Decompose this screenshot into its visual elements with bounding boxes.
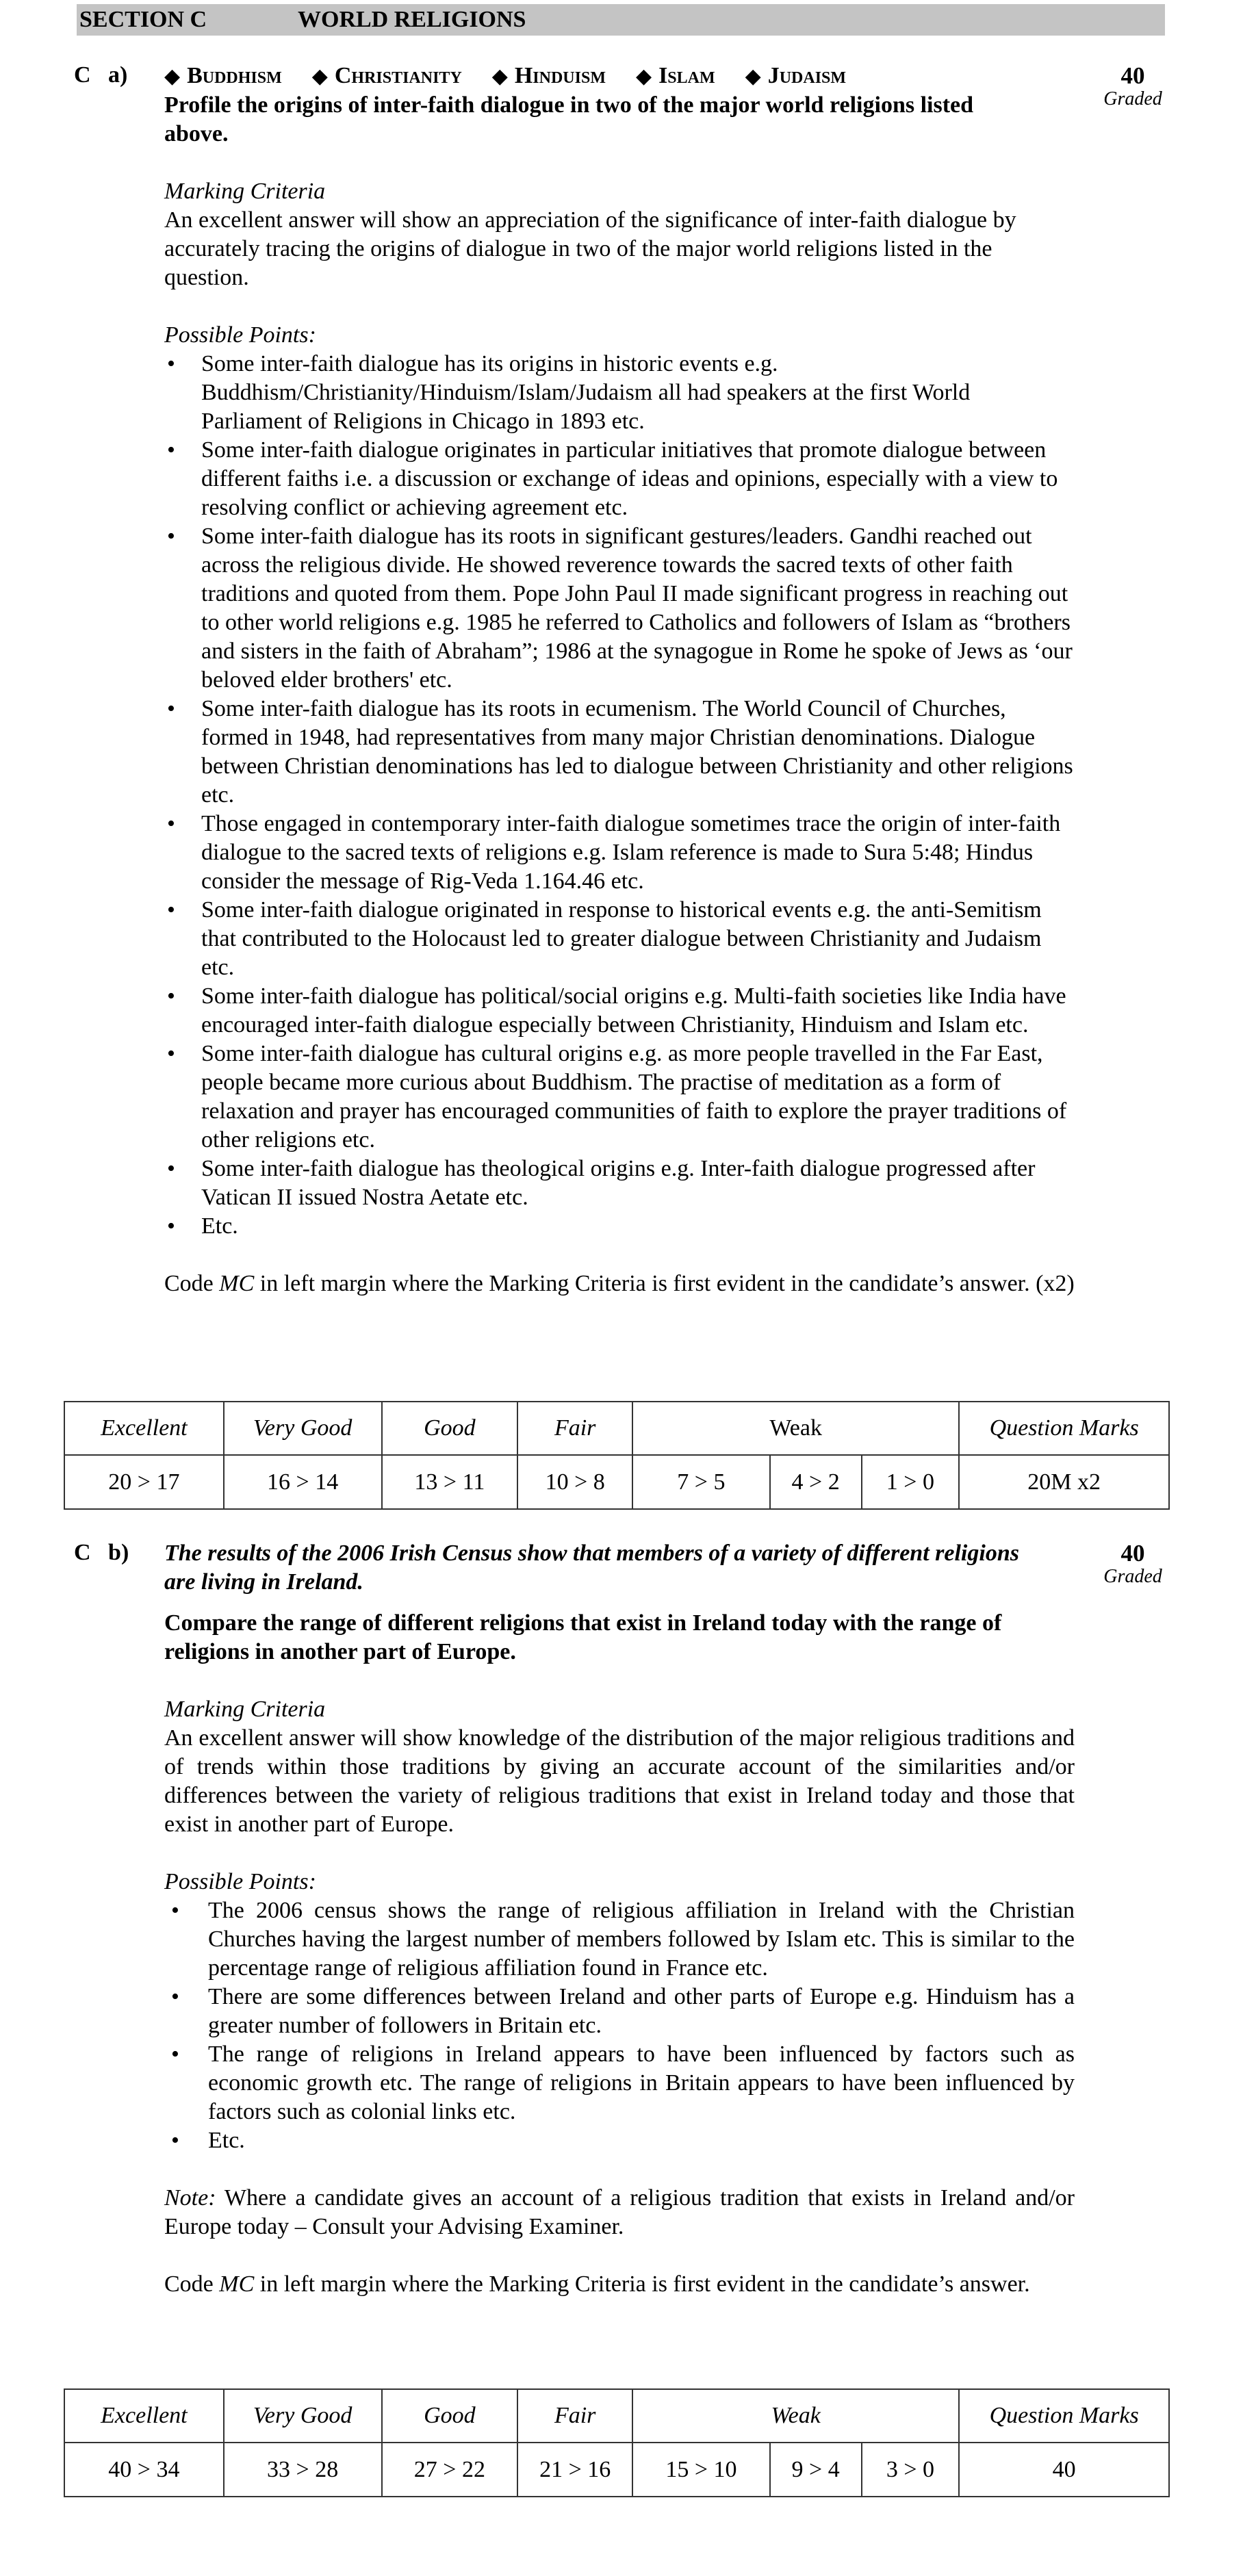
religion-buddhism: ◆ Buddhism [164, 62, 282, 91]
question-b-note: Note: Where a candidate gives an account of a religious tradition that exists in Ireland and/or Europe today – Consult your Advising Examiner. [164, 2185, 1075, 2239]
table-header-cell: Fair [517, 1402, 632, 1455]
question-b-label: C b) [74, 1540, 129, 1565]
list-item: • Some inter-faith dialogue has theological origins e.g. Inter-faith dialogue progressed after Vatican II issued Nostra Aetate etc. [164, 1155, 1075, 1212]
religion-judaism: ◆ Judaism [745, 62, 846, 91]
mc-code: MC [219, 1271, 255, 1296]
question-b-marks-value: 40 [1120, 1540, 1145, 1567]
bullet-icon: • [171, 1898, 179, 1923]
table-header-cell: Very Good [224, 2389, 382, 2443]
question-a-label: C a) [74, 62, 128, 88]
question-b-graded: Graded [1103, 1566, 1162, 1587]
table-header-cell: Weak [632, 2389, 959, 2443]
religion-islam: ◆ Islam [636, 62, 715, 91]
list-item: • Some inter-faith dialogue has its origins in historic events e.g. Buddhism/Christianity/Hinduism/Islam/Judaism all had speakers at the first World Parliament of Religions in Chicago in 1893 etc. [164, 350, 1075, 436]
question-a-points [164, 350, 1075, 1241]
table-row [64, 1455, 1169, 1509]
table-cell: 3 > 0 [862, 2443, 960, 2497]
list-item: • Etc. [164, 1212, 1075, 1241]
table-cell: 7 > 5 [632, 1455, 770, 1509]
section-code: SECTION C [79, 7, 207, 32]
question-b-prompt: Compare the range of different religions that exist in Ireland today with the range of religions in another part of Europe. [164, 1610, 1002, 1664]
question-b-code-note: Code MC in left margin where the Marking Criteria is first evident in the candidate’s answer. [164, 2271, 1030, 2297]
list-item: • The range of religions in Ireland appears to have been influenced by factors such as economic growth etc. The range of religions in Britain appears to have been influenced by factors such as colonial links etc. [164, 2040, 1075, 2126]
bullet-icon: • [167, 696, 175, 721]
question-b-marks-table [64, 2388, 1170, 2497]
table-header-cell: Excellent [64, 2389, 224, 2443]
question-a-code-note: Code MC in left margin where the Marking Criteria is first evident in the candidate’s answer. (x2) [164, 1271, 1075, 1296]
question-b-criteria-heading: Marking Criteria [164, 1697, 326, 1722]
diamond-bullet-icon: ◆ [164, 65, 181, 88]
bullet-icon: • [167, 351, 175, 376]
diamond-bullet-icon: ◆ [635, 65, 652, 88]
question-a-body [164, 62, 1075, 1298]
list-item: • Some inter-faith dialogue has its roots in significant gestures/leaders. Gandhi reached out across the religious divide. He showed reverence towards the sacred texts of other faith traditions and quoted from them. Pope John Paul II made significant progress in reaching out to other world religions e.g. 1985 he referred to Catholics and followers of Islam as “brothers and sisters in the faith of Abraham”; 1986 at the synagogue in Rome he spoke of Jews as ‘our beloved elder brothers' etc. [164, 522, 1075, 695]
bullet-icon: • [167, 811, 175, 836]
religion-hinduism: ◆ Hinduism [492, 62, 606, 91]
question-b-points [164, 1896, 1075, 2155]
religion-christianity: ◆ Christianity [312, 62, 462, 91]
table-cell: 10 > 8 [517, 1455, 632, 1509]
question-b-marks [1081, 1541, 1184, 1587]
table-cell: 16 > 14 [224, 1455, 382, 1509]
list-item: • There are some differences between Ireland and other parts of Europe e.g. Hinduism has a greater number of followers in Britain etc. [164, 1983, 1075, 2040]
table-header-cell: Fair [517, 2389, 632, 2443]
list-item: • Some inter-faith dialogue has cultural origins e.g. as more people travelled in the Far East, people became more curious about Buddhism. The practise of meditation as a form of relaxation and prayer has encouraged communities of faith to explore the prayer traditions of other religions etc. [164, 1040, 1075, 1155]
table-header-cell: Question Marks [959, 2389, 1169, 2443]
table-header-cell: Question Marks [959, 1402, 1169, 1455]
table-header-cell: Weak [632, 1402, 959, 1455]
table-cell: 13 > 11 [382, 1455, 518, 1509]
question-a-marks [1081, 63, 1184, 110]
table-header-cell: Very Good [224, 1402, 382, 1455]
bullet-icon: • [171, 2042, 179, 2067]
table-cell: 21 > 16 [517, 2443, 632, 2497]
question-a-marks-value: 40 [1120, 62, 1145, 89]
bullet-icon: • [171, 2128, 179, 2153]
diamond-bullet-icon: ◆ [491, 65, 508, 88]
table-cell: 1 > 0 [862, 1455, 960, 1509]
section-header [77, 4, 1165, 36]
table-header-row [64, 2389, 1169, 2443]
note-label: Note: [164, 2185, 216, 2211]
list-item: • Those engaged in contemporary inter-faith dialogue sometimes trace the origin of inter-faith dialogue to the sacred texts of religions e.g. Islam reference is made to Sura 5:48; Hindus consider the message of Rig-Veda 1.164.46 etc. [164, 810, 1075, 896]
bullet-icon: • [167, 524, 175, 549]
question-a-prompt: Profile the origins of inter-faith dialogue in two of the major world religions listed above. [164, 92, 974, 146]
question-b-points-heading: Possible Points: [164, 1869, 316, 1894]
list-item: • Some inter-faith dialogue originates in particular initiatives that promote dialogue between different faiths i.e. a discussion or exchange of ideas and opinions, especially with a view to resolving conflict or achieving agreement etc. [164, 436, 1075, 522]
table-header-row [64, 1402, 1169, 1455]
list-item: • The 2006 census shows the range of religious affiliation in Ireland with the Christian Churches having the largest number of members followed by Islam etc. This is similar to the percentage range of religious affiliation found in France etc. [164, 1896, 1075, 1983]
list-item: • Etc. [164, 2126, 1075, 2155]
bullet-icon: • [167, 437, 175, 463]
religion-list [164, 62, 1075, 91]
bullet-icon: • [167, 1156, 175, 1181]
diamond-bullet-icon: ◆ [745, 65, 761, 88]
section-title: WORLD RELIGIONS [298, 7, 526, 32]
table-cell: 20 > 17 [64, 1455, 224, 1509]
bullet-icon: • [167, 1041, 175, 1066]
question-b-intro: The results of the 2006 Irish Census show that members of a variety of different religions are living in Ireland. [164, 1541, 1019, 1595]
table-header-cell: Good [382, 2389, 518, 2443]
table-row [64, 2443, 1169, 2497]
table-header-cell: Good [382, 1402, 518, 1455]
diamond-bullet-icon: ◆ [311, 65, 328, 88]
bullet-icon: • [167, 897, 175, 923]
table-cell: 33 > 28 [224, 2443, 382, 2497]
bullet-icon: • [171, 1984, 179, 2009]
table-cell: 40 [959, 2443, 1169, 2497]
bullet-icon: • [167, 983, 175, 1009]
table-cell: 27 > 22 [382, 2443, 518, 2497]
list-item: • Some inter-faith dialogue originated in response to historical events e.g. the anti-Semitism that contributed to the Holocaust led to greater dialogue between Christianity and Judaism etc. [164, 896, 1075, 982]
table-header-cell: Excellent [64, 1402, 224, 1455]
question-a-points-heading: Possible Points: [164, 322, 316, 348]
question-b-body [164, 1539, 1075, 2299]
question-a-criteria-heading: Marking Criteria [164, 179, 326, 204]
question-a-marks-table [64, 1401, 1170, 1510]
question-a-criteria: An excellent answer will show an appreciation of the significance of inter-faith dialogue by accurately tracing the origins of dialogue in two of the major world religions listed in the question. [164, 207, 1016, 290]
list-item: • Some inter-faith dialogue has its roots in ecumenism. The World Council of Churches, formed in 1948, had representatives from many major Christian denominations. Dialogue between Christian denominations has led to dialogue between Christianity and other religions etc. [164, 695, 1075, 810]
table-cell: 20M x2 [959, 1455, 1169, 1509]
table-cell: 40 > 34 [64, 2443, 224, 2497]
bullet-icon: • [167, 1213, 175, 1239]
table-cell: 15 > 10 [632, 2443, 770, 2497]
table-cell: 9 > 4 [770, 2443, 862, 2497]
question-a-graded: Graded [1103, 88, 1162, 110]
question-b-criteria: An excellent answer will show knowledge of the distribution of the major religious traditions and of trends within those traditions by giving an accurate account of the similarities and/or differences between the variety of religious traditions that exist in Ireland today and those that exist in another part of Europe. [164, 1725, 1075, 1837]
list-item: • Some inter-faith dialogue has political/social origins e.g. Multi-faith societies like India have encouraged inter-faith dialogue especially between Christianity, Hinduism and Islam etc. [164, 982, 1075, 1040]
table-cell: 4 > 2 [770, 1455, 862, 1509]
mc-code: MC [219, 2271, 255, 2297]
